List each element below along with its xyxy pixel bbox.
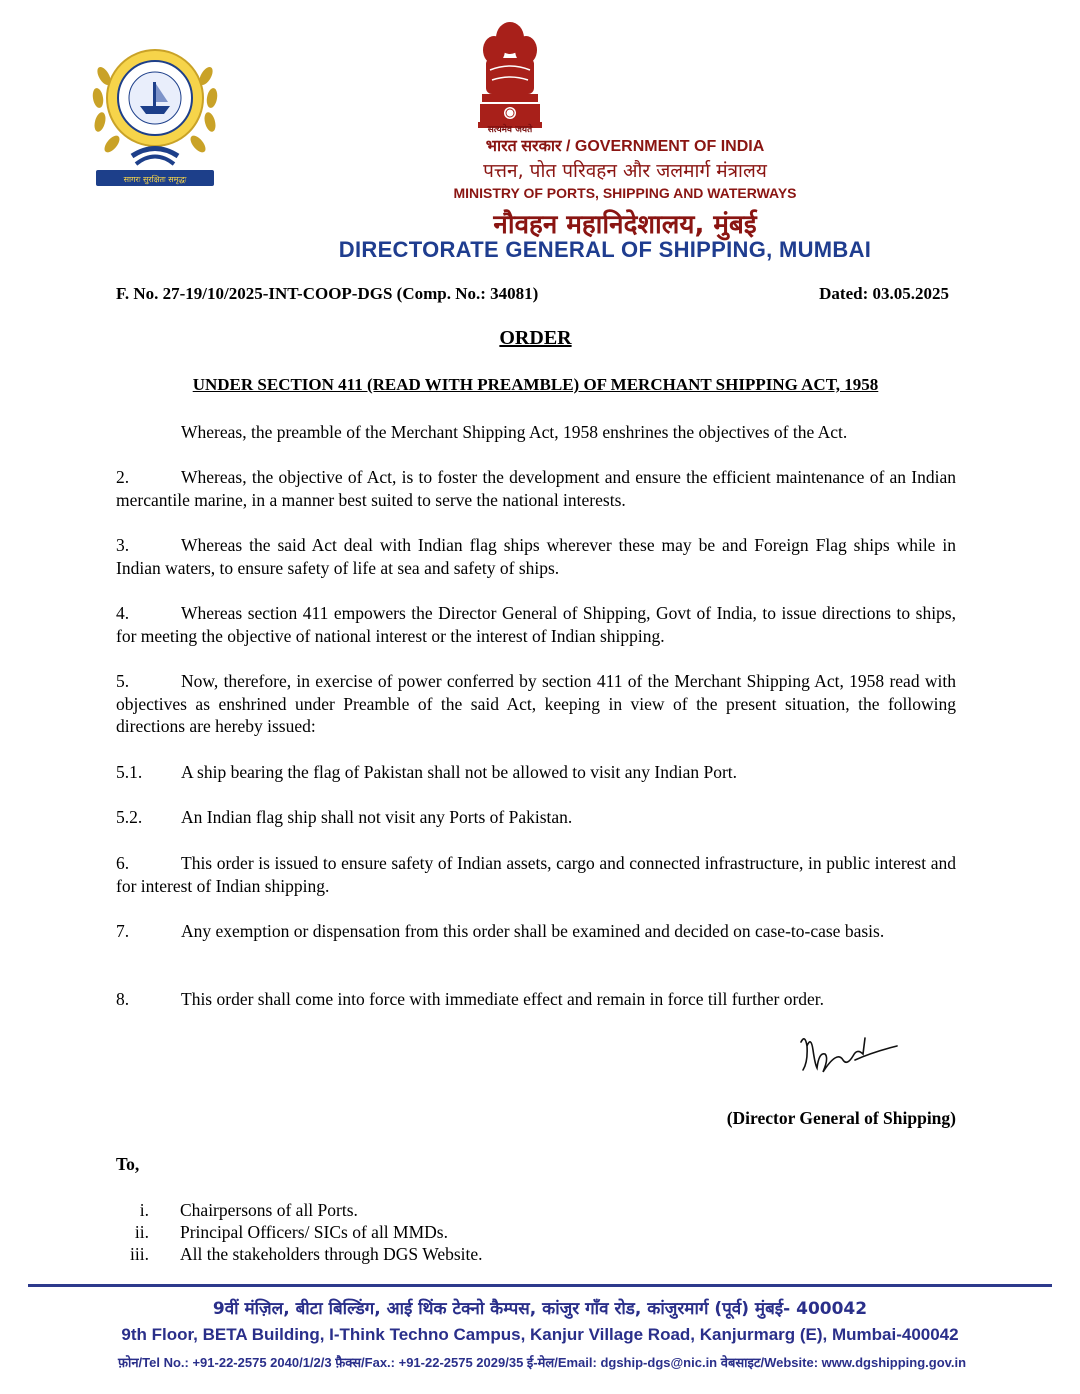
directorate-hindi-heading: नौवहन महानिदेशालय, मुंबई [493,210,757,240]
government-heading: भारत सरकार / GOVERNMENT OF INDIA [485,138,765,155]
order-title: ORDER [499,327,572,349]
paragraph-5-1 [116,761,956,784]
paragraph-4 [116,602,956,647]
recipient-text: All the stakeholders through DGS Website. [180,1244,483,1264]
paragraph-text: This order is issued to ensure safety of Indian assets, cargo and connected infrastructure, in public interest and for interest of Indian shipping. [116,853,956,896]
intro-paragraph: Whereas, the preamble of the Merchant Shipping Act, 1958 enshrines the objectives of the Act. [181,422,848,442]
paragraph-text: A ship bearing the flag of Pakistan shall not be allowed to visit any Indian Port. [181,762,738,782]
footer-divider [28,1284,1052,1287]
paragraph-3 [116,534,956,579]
paragraph-7 [116,920,956,943]
paragraph-number: 8. [116,989,130,1009]
order-date: Dated: 03.05.2025 [819,284,949,303]
recipient-number: i. [139,1200,149,1220]
signer-designation: (Director General of Shipping) [726,1108,956,1128]
paragraph-number: 5. [116,671,130,691]
footer-contact: फ़ोन/Tel No.: +91-22-2575 2040/1/2/3 फ़ैक्स/Fax.: +91-22-2575 2029/35 ई-मेल/Email: dgship-dgs@nic.in वेबसाइट/Website: www.dgshipping.gov.in [117,1355,967,1370]
directorate-english-heading: DIRECTORATE GENERAL OF SHIPPING, MUMBAI [338,237,872,262]
footer-address-english: 9th Floor, BETA Building, I-Think Techno Campus, Kanjur Village Road, Kanjurmarg (E), Mumbai-400042 [121,1325,959,1344]
footer-address-hindi: 9वीं मंज़िल, बीटा बिल्डिंग, आई थिंक टेक्नो कैम्पस, कांजुर गाँव रोड, कांजुरमार्ग (पूर्व) मुंबई- 400042 [212,1299,868,1319]
paragraph-text: Whereas, the objective of Act, is to foster the development and ensure the efficient maintenance of an Indian mercantile marine, in a manner best suited to serve the national interests. [116,467,956,510]
paragraph-5 [116,670,956,738]
emblem-motto: सत्यमेव जयते [487,125,533,135]
paragraph-number: 5.2. [116,807,143,827]
paragraph-2 [116,466,956,511]
paragraph-number: 7. [116,921,130,941]
recipient-text: Chairpersons of all Ports. [180,1200,358,1220]
paragraph-text: This order shall come into force with immediate effect and remain in force till further order. [181,989,825,1009]
paragraph-number: 5.1. [116,762,143,782]
recipient-number: ii. [134,1222,149,1242]
paragraph-text: Whereas the said Act deal with Indian flag ships wherever these may be and Foreign Flag ships while in Indian waters, to ensure safety of life at sea and safety of ships. [116,535,956,578]
national-emblem-icon [470,18,550,136]
recipient-text: Principal Officers/ SICs of all MMDs. [180,1222,448,1242]
to-label: To, [116,1154,140,1174]
logo-motto: सागरः सुरक्षितः समृद्धः [123,175,187,184]
order-subtitle: UNDER SECTION 411 (READ WITH PREAMBLE) OF MERCHANT SHIPPING ACT, 1958 [192,375,879,394]
paragraph-6 [116,852,956,897]
paragraph-number: 2. [116,467,130,487]
paragraph-text: An Indian flag ship shall not visit any Ports of Pakistan. [181,807,573,827]
paragraph-number: 3. [116,535,130,555]
paragraph-number: 4. [116,603,130,623]
paragraph-8 [116,988,956,1011]
file-number: F. No. 27-19/10/2025-INT-COOP-DGS (Comp. No.: 34081) [116,284,539,303]
recipient-item [116,1221,448,1243]
recipient-item [116,1199,358,1221]
signature-image [793,1032,903,1082]
recipient-item [116,1243,483,1265]
recipient-number: iii. [130,1244,149,1264]
ministry-hindi-heading: पत्तन, पोत परिवहन और जलमार्ग मंत्रालय [483,160,767,182]
ministry-english-heading: MINISTRY OF PORTS, SHIPPING AND WATERWAYS [453,185,797,201]
paragraph-text: Any exemption or dispensation from this order shall be examined and decided on case-to-case basis. [181,921,885,941]
paragraph-text: Now, therefore, in exercise of power conferred by section 411 of the Merchant Shipping Act, 1958 read with objectives as enshrined under Preamble of the said Act, keeping in view of the present situation, the following directions are hereby issued: [116,671,956,736]
paragraph-5-2 [116,806,956,829]
paragraph-number: 6. [116,853,130,873]
paragraph-text: Whereas section 411 empowers the Director General of Shipping, Govt of India, to issue directions to ships, for meeting the objective of national interest or the interest of Indian shipping. [116,603,956,646]
